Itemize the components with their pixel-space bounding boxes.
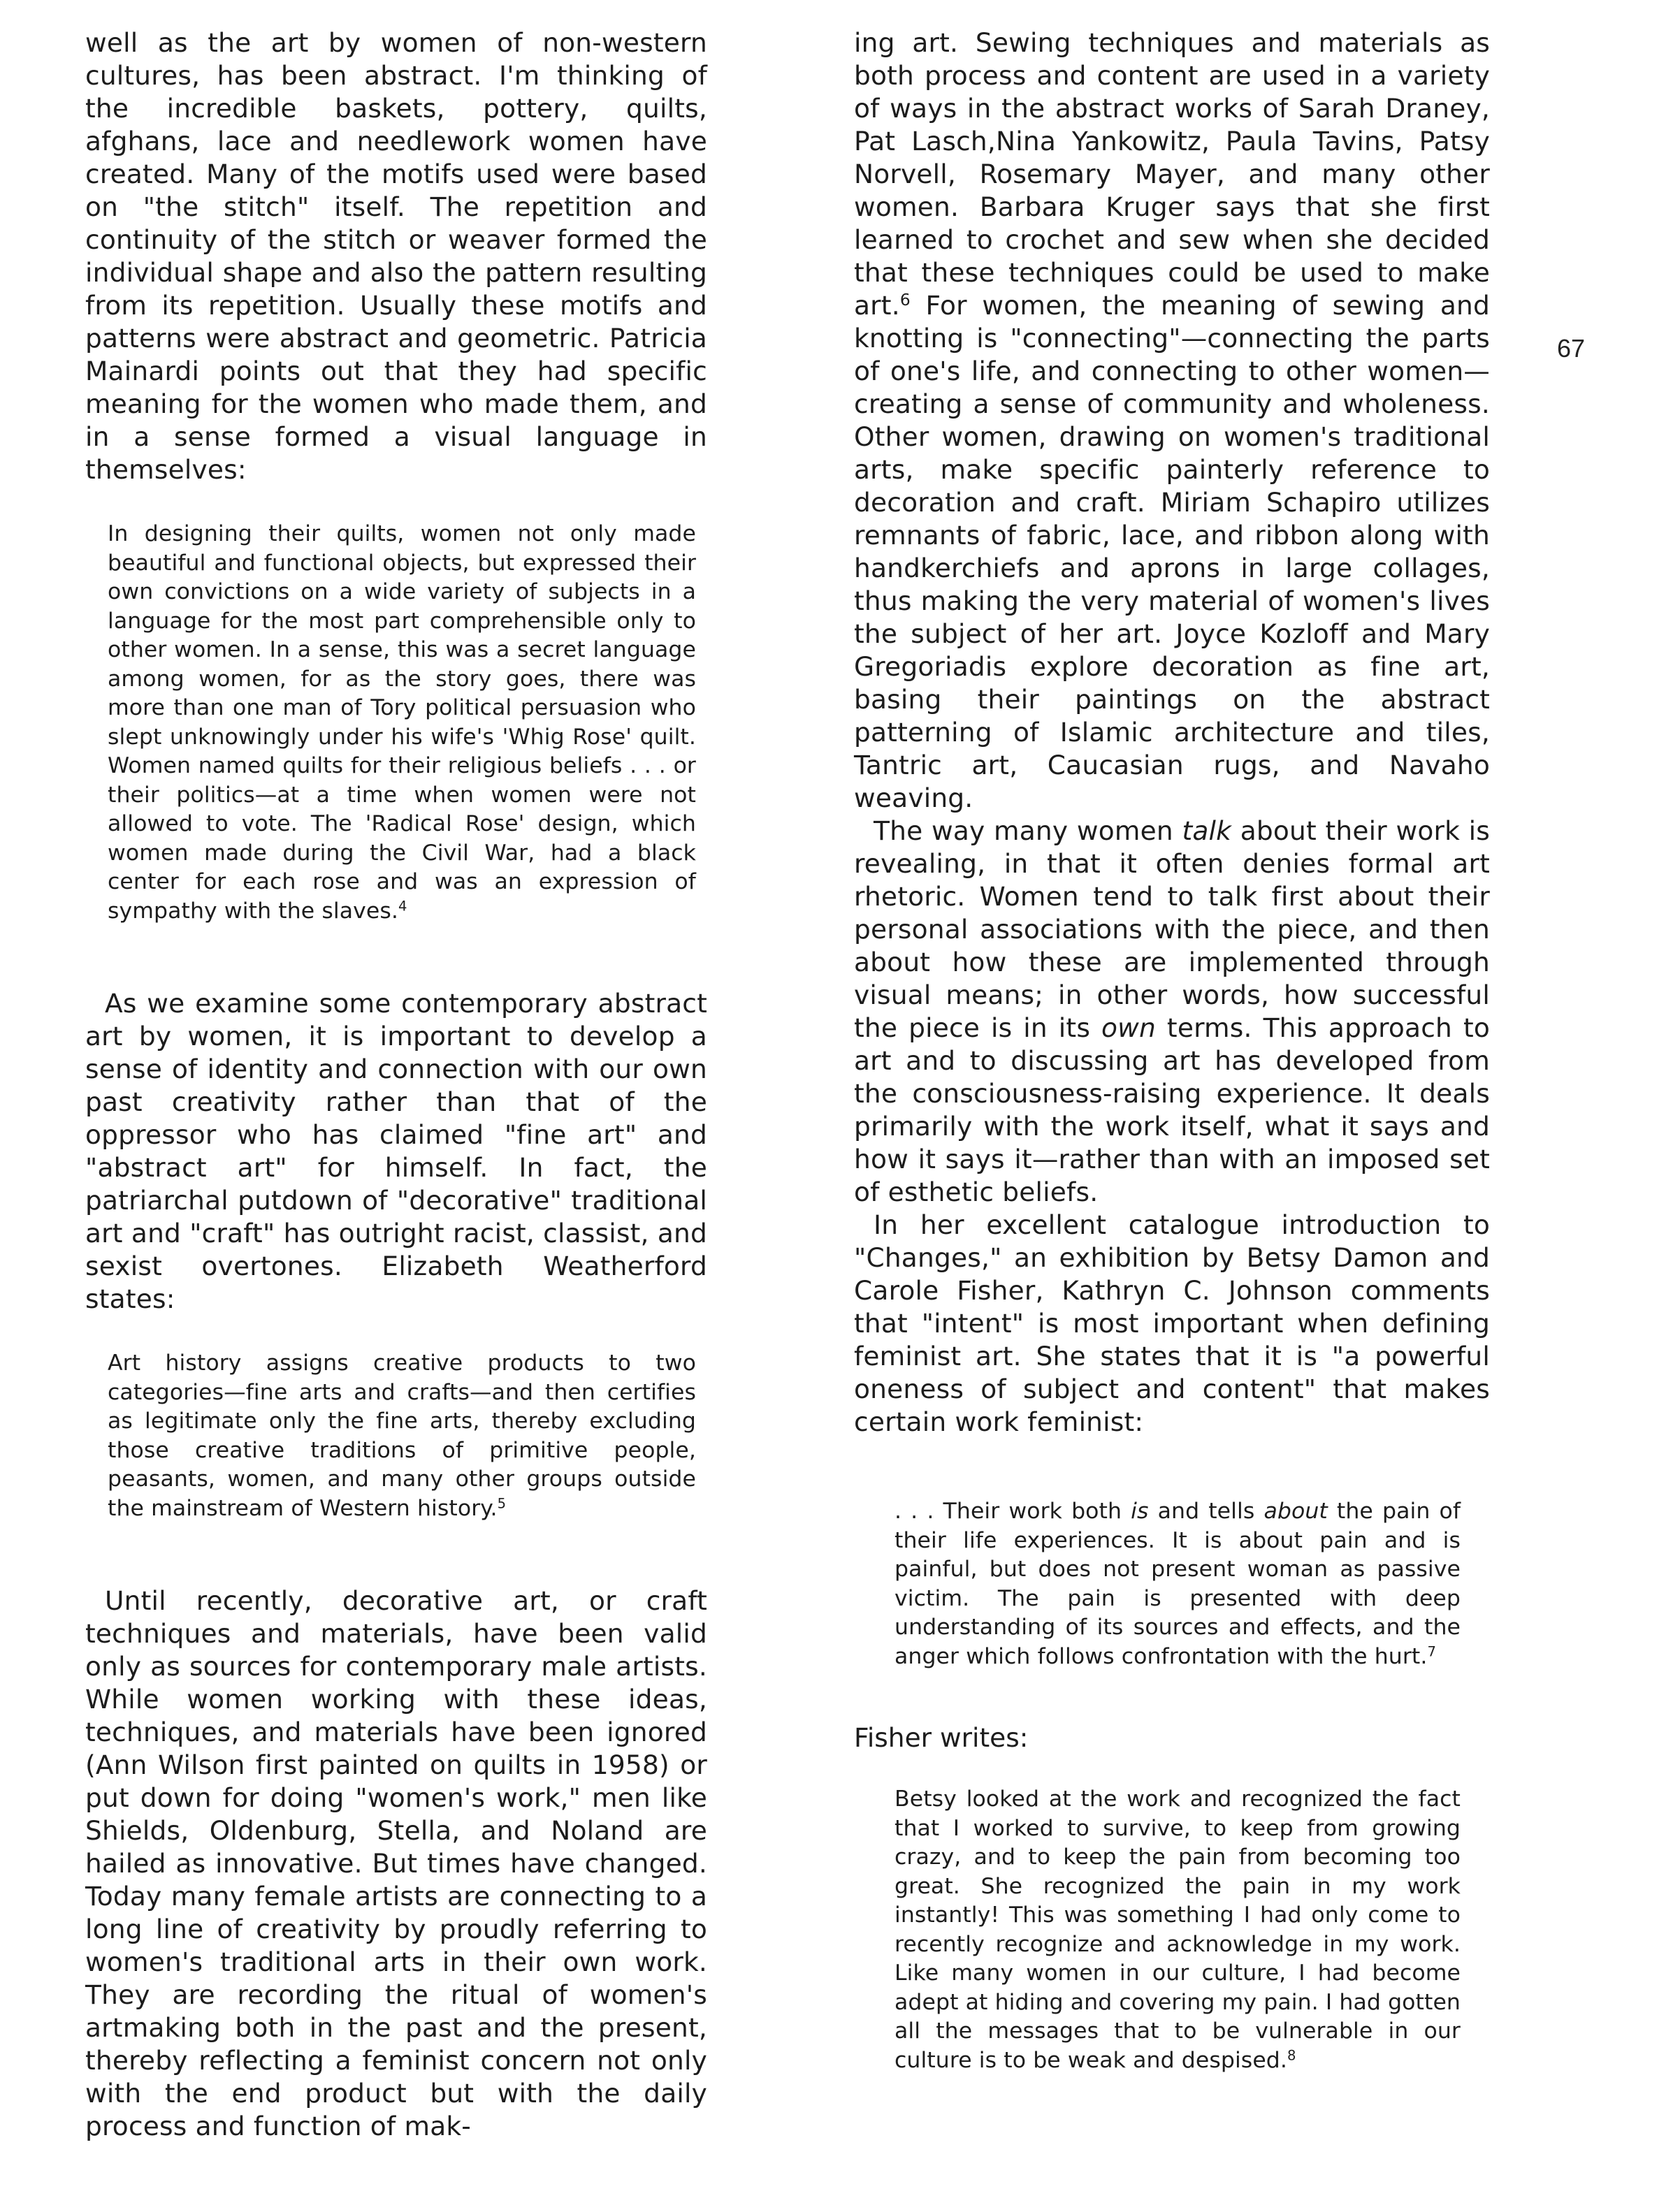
- block-quote-johnson: [895, 1497, 1461, 1671]
- body-paragraph: well as the art by women of non-western cultures, has been abstract. I'm thinking of the incredible baskets, pottery, quilts, afghans, lace and needlework women have created. Many of the motifs used were based on "the stitch" itself. The repetition and continuity of the stitch or weaver formed the individual shape and also the pattern resulting from its repetition. Usually these motifs and patterns were abstract and geometric. Patricia Mainardi points out that they had specific meaning for the women who made them, and in a sense formed a visual language in themselves:: [85, 27, 707, 485]
- block-quote-mainardi: [108, 520, 696, 926]
- right-column: [854, 27, 1490, 2075]
- paragraph-text: ing art. Sewing techniques and materials as both process and content are used in a variety of ways in the abstract works of Sarah Draney, Pat Lasch,Nina Yankowitz, Paula Tavins, Patsy Norvell, Rosemary Mayer, and many other women. Barbara Kruger says that she first learned to crochet and sew when she decided that these techniques could be used to make art.: [854, 27, 1490, 321]
- footnote-marker: 6: [899, 291, 911, 310]
- body-paragraph: In her excellent catalogue introduction to "Changes," an exhibition by Betsy Damon and Carole Fisher, Kathryn C. Johnson comments that "intent" is most important when defining feminist art. She states that it is "a powerful oneness of subject and content" that makes certain work feminist:: [854, 1209, 1490, 1437]
- quote-text: Betsy looked at the work and recognized the fact that I worked to survive, to keep from growing crazy, and to keep the pain from becoming too great. She recognized the pain in my work instantly! This was something I had only come to recently recognize and acknowledge in my work. Like many women in our culture, I had become adept at hiding and covering my pain. I had gotten all the messages that to be vulnerable in our culture is to be weak and despised.: [895, 1787, 1461, 2073]
- body-paragraph: [854, 815, 1490, 1209]
- body-paragraph: [854, 27, 1490, 815]
- footnote-marker: 5: [497, 1494, 507, 1511]
- body-paragraph: As we examine some contemporary abstract art by women, it is important to develop a sense of identity and connection with our own past creativity rather than that of the oppressor who has claimed "fine art" and "abstract art" for himself. In fact, the patriarchal putdown of "decorative" traditional art and "craft" has outright racist, classist, and sexist overtones. Elizabeth Weatherford states:: [85, 988, 707, 1314]
- paragraph-text: about their work is revealing, in that it often denies formal art rhetoric. Women tend to talk first about their personal associations with the piece, and then about how these are implemented through visual means; in other words, how successful the piece is in its: [854, 815, 1490, 1043]
- left-column: [85, 27, 707, 2143]
- quote-text: . . . Their work both: [895, 1499, 1131, 1524]
- page-number: 67: [1557, 334, 1586, 363]
- footnote-marker: 7: [1427, 1643, 1436, 1659]
- emphasis-text: about: [1263, 1499, 1328, 1524]
- paragraph-text: terms. This approach to art and to discussing art has developed from the consciousness-raising experience. It deals primarily with the work itself, what it says and how it says it—rather than with an imposed set of esthetic beliefs.: [854, 1012, 1490, 1207]
- footnote-marker: 4: [398, 897, 407, 914]
- paragraph-text: The way many women: [874, 815, 1182, 846]
- paragraph-text: For women, the meaning of sewing and knotting is "connecting"—connecting the parts of one's life, and connecting to other women—creating a sense of community and wholeness. Other women, drawing on women's traditional arts, make specific painterly reference to decoration and craft. Miriam Schapiro utilizes remnants of fabric, lace, and ribbon along with handkerchiefs and aprons in large collages, thus making the very material of women's lives the subject of her art. Joyce Kozloff and Mary Gregoriadis explore decoration as fine art, basing their paintings on the abstract patterning of Islamic architecture and tiles, Tantric art, Caucasian rugs, and Navaho weaving.: [854, 290, 1490, 813]
- quote-text: the pain of their life experiences. It is about pain and is painful, but does not present woman as passive victim. The pain is presented with deep understanding of its sources and effects, and the anger which follows confrontation with the hurt.: [895, 1499, 1461, 1669]
- lead-in-text: Fisher writes:: [854, 1722, 1029, 1753]
- quote-text: Art history assigns creative products to two categories—fine arts and crafts—and then certifies as legitimate only the fine arts, thereby excluding those creative traditions of primitive people, peasants, women, and many other groups outside the mainstream of Western history.: [108, 1351, 696, 1521]
- quote-text: In designing their quilts, women not only made beautiful and functional objects, but expressed their own convictions on a wide variety of subjects in a language for the most part comprehensible only to other women. In a sense, this was a secret language among women, for as the story goes, there was more than one man of Tory political persuasion who slept unknowingly under his wife's 'Whig Rose' quilt. Women named quilts for their religious beliefs . . . or their politics—at a time when women were not allowed to vote. The 'Radical Rose' design, which women made during the Civil War, had a black center for each rose and was an expression of sympathy with the slaves.: [108, 521, 696, 924]
- emphasis-text: talk: [1182, 815, 1232, 846]
- block-quote-fisher: [895, 1785, 1461, 2075]
- quote-text: and tells: [1148, 1499, 1264, 1524]
- emphasis-text: own: [1101, 1012, 1156, 1043]
- body-paragraph: Until recently, decorative art, or craft techniques and materials, have been valid only as sources for contemporary male artists. While women working with these ideas, techniques, and materials have been ignored (Ann Wilson first painted on quilts in 1958) or put down for doing "women's work," men like Shields, Oldenburg, Stella, and Noland are hailed as innovative. But times have changed. Today many female artists are connecting to a long line of creativity by proudly referring to women's traditional arts in their own work. They are recording the ritual of women's artmaking both in the past and the present, thereby reflecting a feminist concern not only with the end product but with the daily process and function of mak-: [85, 1585, 707, 2141]
- emphasis-text: is: [1131, 1499, 1149, 1524]
- block-quote-weatherford: [108, 1349, 696, 1523]
- footnote-marker: 8: [1287, 2046, 1296, 2063]
